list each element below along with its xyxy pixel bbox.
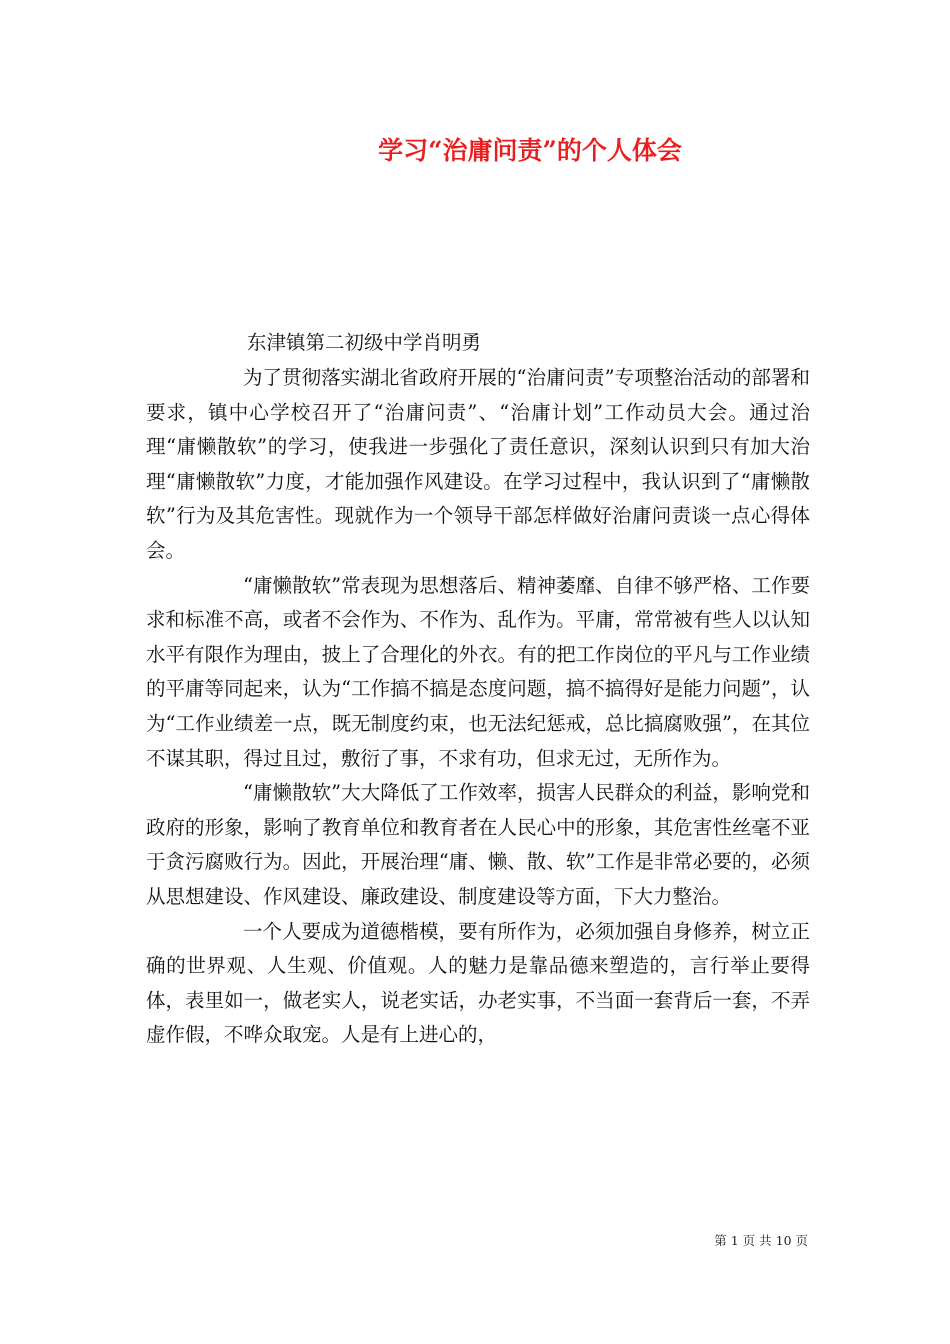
paragraph-1: 为了贯彻落实湖北省政府开展的“治庸问责”专项整治活动的部署和要求，镇中心学校召开了“治庸问责”、“治庸计划”工作动员大会。通过治理“庸懒散软”的学习，使我进一步强化了责任意识，深刻认识到只有加大治理“庸懒散软”力度，才能加强作风建设。在学习过程中，我认识到了“庸懒散软”行为及其危害性。现就作为一个领导干部怎样做好治庸问责谈一点心得体会。: [146, 366, 810, 562]
paragraph-2: “庸懒散软”常表现为思想落后、精神萎靡、自律不够严格、工作要求和标准不高，或者不会作为、不作为、乱作为。平庸，常常被有些人以认知水平有限作为理由，披上了合理化的外衣。有的把工作岗位的平凡与工作业绩的平庸等同起来，认为“工作搞不搞是态度问题，搞不搞得好是能力问题”，认为“工作业绩差一点，既无制度约束，也无法纪惩戒，总比搞腐败强”，在其位不谋其职，得过且过，敷衍了事，不求有功，但求无过，无所作为。: [146, 573, 810, 770]
document-body: [146, 361, 810, 1053]
author-line: 东津镇第二初级中学肖明勇: [247, 331, 482, 354]
document-title: 学习“治庸问责”的个人体会: [378, 136, 682, 165]
paragraph-4: 一个人要成为道德楷模，要有所作为，必须加强自身修养，树立正确的世界观、人生观、价值观。人的魅力是靠品德来塑造的，言行举止要得体，表里如一，做老实人，说老实话，办老实事，不当面一套背后一套，不弄虚作假，不哗众取宠。人是有上进心的，: [146, 919, 810, 1047]
paragraph-3: “庸懒散软”大大降低了工作效率，损害人民群众的利益，影响党和政府的形象，影响了教育单位和教育者在人民心中的形象，其危害性丝毫不亚于贪污腐败行为。因此，开展治理“庸、懒、散、软”工作是非常必要的，必须从思想建设、作风建设、廉政建设、制度建设等方面，下大力整治。: [146, 781, 810, 908]
page-number-footer: 第 1 页 共 10 页: [714, 1233, 808, 1248]
